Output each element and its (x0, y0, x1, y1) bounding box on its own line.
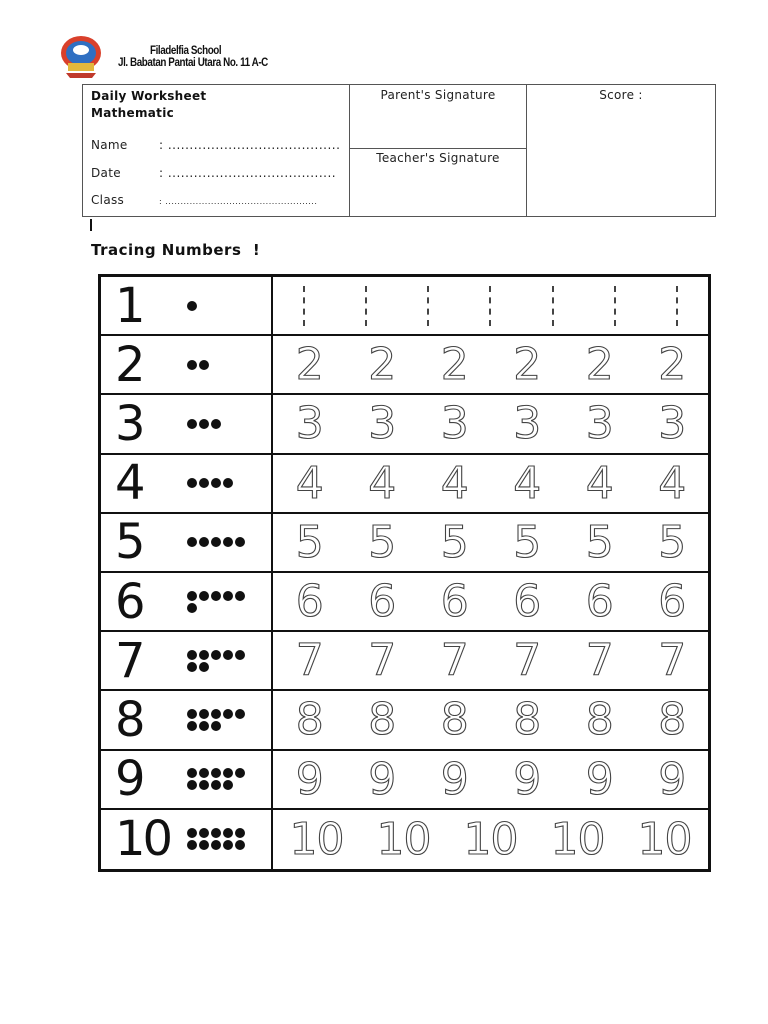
count-dot (223, 537, 233, 547)
count-dot (199, 537, 209, 547)
number-label: 6 (115, 573, 143, 630)
trace-digit[interactable]: 6 (368, 576, 396, 628)
trace-digit[interactable]: 3 (295, 398, 323, 450)
count-dot (199, 709, 209, 719)
tracing-row (101, 573, 708, 632)
count-dot (187, 780, 197, 790)
count-dot (223, 650, 233, 660)
trace-digit[interactable]: 5 (513, 516, 541, 568)
count-dot (187, 709, 197, 719)
signature-cell (350, 85, 527, 216)
number-label: 4 (115, 455, 143, 512)
trace-digit[interactable]: 7 (295, 635, 323, 687)
count-dot (211, 591, 221, 601)
trace-digit[interactable]: 7 (658, 635, 686, 687)
trace-digit[interactable]: 8 (368, 694, 396, 746)
count-dot (211, 650, 221, 660)
count-dot (187, 537, 197, 547)
trace-digit[interactable]: 6 (585, 576, 613, 628)
number-label: 9 (115, 751, 143, 808)
signature-divider (350, 148, 526, 149)
count-dot (211, 828, 221, 838)
school-address: Jl. Babatan Pantai Utara No. 11 A-C (118, 55, 268, 69)
count-dot (199, 721, 209, 731)
section-title: Tracing Numbers ! (91, 241, 261, 259)
number-cell (101, 691, 273, 748)
class-label: Class (91, 193, 125, 207)
trace-digit[interactable]: 2 (513, 339, 541, 391)
school-crest-icon (58, 33, 104, 79)
score-cell (527, 85, 715, 216)
count-dot (187, 662, 197, 672)
number-cell (101, 573, 273, 630)
trace-digit[interactable]: 8 (295, 694, 323, 746)
count-dot (223, 840, 233, 850)
trace-digit[interactable]: 3 (513, 398, 541, 450)
trace-digit[interactable]: 9 (585, 753, 613, 805)
worksheet-title-line1: Daily Worksheet (91, 89, 207, 103)
trace-digit[interactable]: 5 (585, 516, 613, 568)
worksheet-info-table (82, 84, 716, 217)
count-dot (235, 537, 245, 547)
trace-digit[interactable]: 7 (513, 635, 541, 687)
dashed-stroke (365, 286, 367, 326)
trace-digit[interactable]: 4 (513, 457, 541, 509)
count-dot (235, 828, 245, 838)
count-dot (235, 840, 245, 850)
trace-digit[interactable]: 10 (550, 813, 605, 865)
number-cell (101, 455, 273, 512)
dashed-stroke (552, 286, 554, 326)
trace-digit[interactable] (459, 277, 521, 334)
trace-digit[interactable]: 4 (368, 457, 396, 509)
count-dot (187, 721, 197, 731)
count-dot (223, 709, 233, 719)
trace-digit[interactable]: 10 (463, 813, 518, 865)
tracing-row (101, 810, 708, 869)
tracing-row (101, 395, 708, 454)
count-dot (199, 591, 209, 601)
tracing-cell (273, 632, 708, 689)
counting-dots (187, 360, 257, 370)
trace-digit[interactable]: 3 (585, 398, 613, 450)
tracing-row (101, 514, 708, 573)
count-dot (223, 768, 233, 778)
tracing-row (101, 632, 708, 691)
name-field[interactable] (91, 138, 340, 152)
worksheet-title-line2: Mathematic (91, 106, 175, 120)
trace-digit[interactable]: 10 (637, 813, 692, 865)
trace-digit[interactable]: 5 (440, 516, 468, 568)
dashed-stroke (303, 286, 305, 326)
count-dot (211, 840, 221, 850)
trace-digit[interactable]: 7 (440, 635, 468, 687)
tracing-row (101, 691, 708, 750)
number-label: 5 (115, 514, 143, 571)
trace-digit[interactable]: 9 (658, 753, 686, 805)
count-dot (199, 840, 209, 850)
count-dot (211, 709, 221, 719)
tracing-cell (273, 455, 708, 512)
count-dot (187, 603, 197, 613)
trace-digit[interactable]: 3 (658, 398, 686, 450)
count-dot (187, 591, 197, 601)
trace-digit[interactable]: 8 (658, 694, 686, 746)
trace-digit[interactable]: 10 (376, 813, 431, 865)
trace-digit[interactable]: 7 (585, 635, 613, 687)
number-cell (101, 514, 273, 571)
trace-digit[interactable]: 9 (368, 753, 396, 805)
counting-dots (187, 768, 257, 790)
tracing-row (101, 336, 708, 395)
trace-digit[interactable]: 2 (368, 339, 396, 391)
tracing-cell (273, 336, 708, 393)
score-label: Score : (599, 88, 643, 102)
trace-digit[interactable]: 9 (513, 753, 541, 805)
trace-digit[interactable]: 6 (440, 576, 468, 628)
trace-digit[interactable]: 6 (295, 576, 323, 628)
count-dot (235, 709, 245, 719)
trace-digit[interactable]: 4 (295, 457, 323, 509)
tracing-cell (273, 277, 708, 334)
count-dot (199, 419, 209, 429)
name-label: Name (91, 138, 128, 152)
trace-digit[interactable]: 2 (658, 339, 686, 391)
trace-digit[interactable]: 8 (585, 694, 613, 746)
trace-digit[interactable]: 8 (440, 694, 468, 746)
trace-digit[interactable]: 6 (513, 576, 541, 628)
counting-dots (187, 301, 257, 311)
counting-dots (187, 650, 257, 672)
count-dot (187, 650, 197, 660)
count-dot (187, 419, 197, 429)
trace-digit[interactable] (273, 277, 335, 334)
counting-dots (187, 591, 257, 613)
number-label: 3 (115, 395, 143, 452)
count-dot (199, 478, 209, 488)
dashed-stroke (676, 286, 678, 326)
tracing-row (101, 277, 708, 336)
class-value: : .................................................. (159, 197, 318, 206)
tracing-cell (273, 751, 708, 808)
tracing-cell (273, 514, 708, 571)
trace-digit[interactable]: 2 (440, 339, 468, 391)
date-value: : ....................................... (159, 166, 337, 180)
trace-digit[interactable]: 9 (295, 753, 323, 805)
count-dot (211, 419, 221, 429)
trace-digit[interactable]: 6 (658, 576, 686, 628)
counting-dots (187, 478, 257, 488)
text-cursor (90, 219, 92, 231)
count-dot (187, 840, 197, 850)
number-label: 7 (115, 632, 143, 689)
trace-digit[interactable]: 3 (440, 398, 468, 450)
number-cell (101, 810, 273, 869)
tracing-cell (273, 573, 708, 630)
trace-digit[interactable]: 2 (585, 339, 613, 391)
trace-digit[interactable] (397, 277, 459, 334)
number-label: 10 (115, 811, 171, 868)
tracing-row (101, 751, 708, 810)
trace-digit[interactable] (584, 277, 646, 334)
count-dot (187, 360, 197, 370)
count-dot (199, 650, 209, 660)
count-dot (235, 768, 245, 778)
count-dot (223, 478, 233, 488)
trace-digit[interactable]: 4 (440, 457, 468, 509)
number-cell (101, 336, 273, 393)
teacher-signature-label: Teacher's Signature (376, 151, 500, 165)
number-label: 8 (115, 691, 143, 748)
count-dot (211, 768, 221, 778)
tracing-cell (273, 810, 708, 869)
number-cell (101, 277, 273, 334)
trace-digit[interactable]: 7 (368, 635, 396, 687)
worksheet-title (91, 88, 206, 122)
counting-dots (187, 828, 257, 850)
count-dot (199, 828, 209, 838)
counting-dots (187, 419, 257, 429)
trace-digit[interactable]: 5 (368, 516, 396, 568)
dashed-stroke (427, 286, 429, 326)
tracing-cell (273, 691, 708, 748)
student-info-cell (83, 85, 350, 216)
trace-digit[interactable] (335, 277, 397, 334)
count-dot (211, 721, 221, 731)
number-label: 2 (115, 336, 143, 393)
count-dot (187, 828, 197, 838)
count-dot (211, 780, 221, 790)
trace-digit[interactable] (522, 277, 584, 334)
tracing-row (101, 455, 708, 514)
dashed-stroke (614, 286, 616, 326)
name-value: : ........................................ (159, 138, 341, 152)
school-name: Filadelfia School (150, 43, 222, 57)
trace-digit[interactable]: 9 (440, 753, 468, 805)
counting-dots (187, 537, 257, 547)
date-field[interactable] (91, 166, 336, 180)
number-cell (101, 395, 273, 452)
tracing-cell (273, 395, 708, 452)
count-dot (187, 478, 197, 488)
trace-digit[interactable]: 4 (658, 457, 686, 509)
parent-signature-label: Parent's Signature (380, 88, 496, 102)
date-label: Date (91, 166, 121, 180)
number-cell (101, 632, 273, 689)
trace-digit[interactable]: 5 (295, 516, 323, 568)
dashed-stroke (489, 286, 491, 326)
count-dot (211, 478, 221, 488)
count-dot (211, 537, 221, 547)
trace-digit[interactable]: 5 (658, 516, 686, 568)
trace-digit[interactable] (646, 277, 708, 334)
number-cell (101, 751, 273, 808)
count-dot (187, 301, 197, 311)
trace-digit[interactable]: 2 (295, 339, 323, 391)
count-dot (199, 780, 209, 790)
count-dot (199, 360, 209, 370)
trace-digit[interactable]: 3 (368, 398, 396, 450)
trace-digit[interactable]: 8 (513, 694, 541, 746)
counting-dots (187, 709, 257, 731)
trace-digit[interactable]: 4 (585, 457, 613, 509)
count-dot (223, 780, 233, 790)
count-dot (199, 768, 209, 778)
count-dot (235, 650, 245, 660)
count-dot (199, 662, 209, 672)
tracing-grid (98, 274, 711, 872)
class-field[interactable] (91, 193, 317, 207)
count-dot (187, 768, 197, 778)
count-dot (223, 828, 233, 838)
number-label: 1 (115, 277, 143, 334)
trace-digit[interactable]: 10 (289, 813, 344, 865)
count-dot (223, 591, 233, 601)
count-dot (235, 591, 245, 601)
